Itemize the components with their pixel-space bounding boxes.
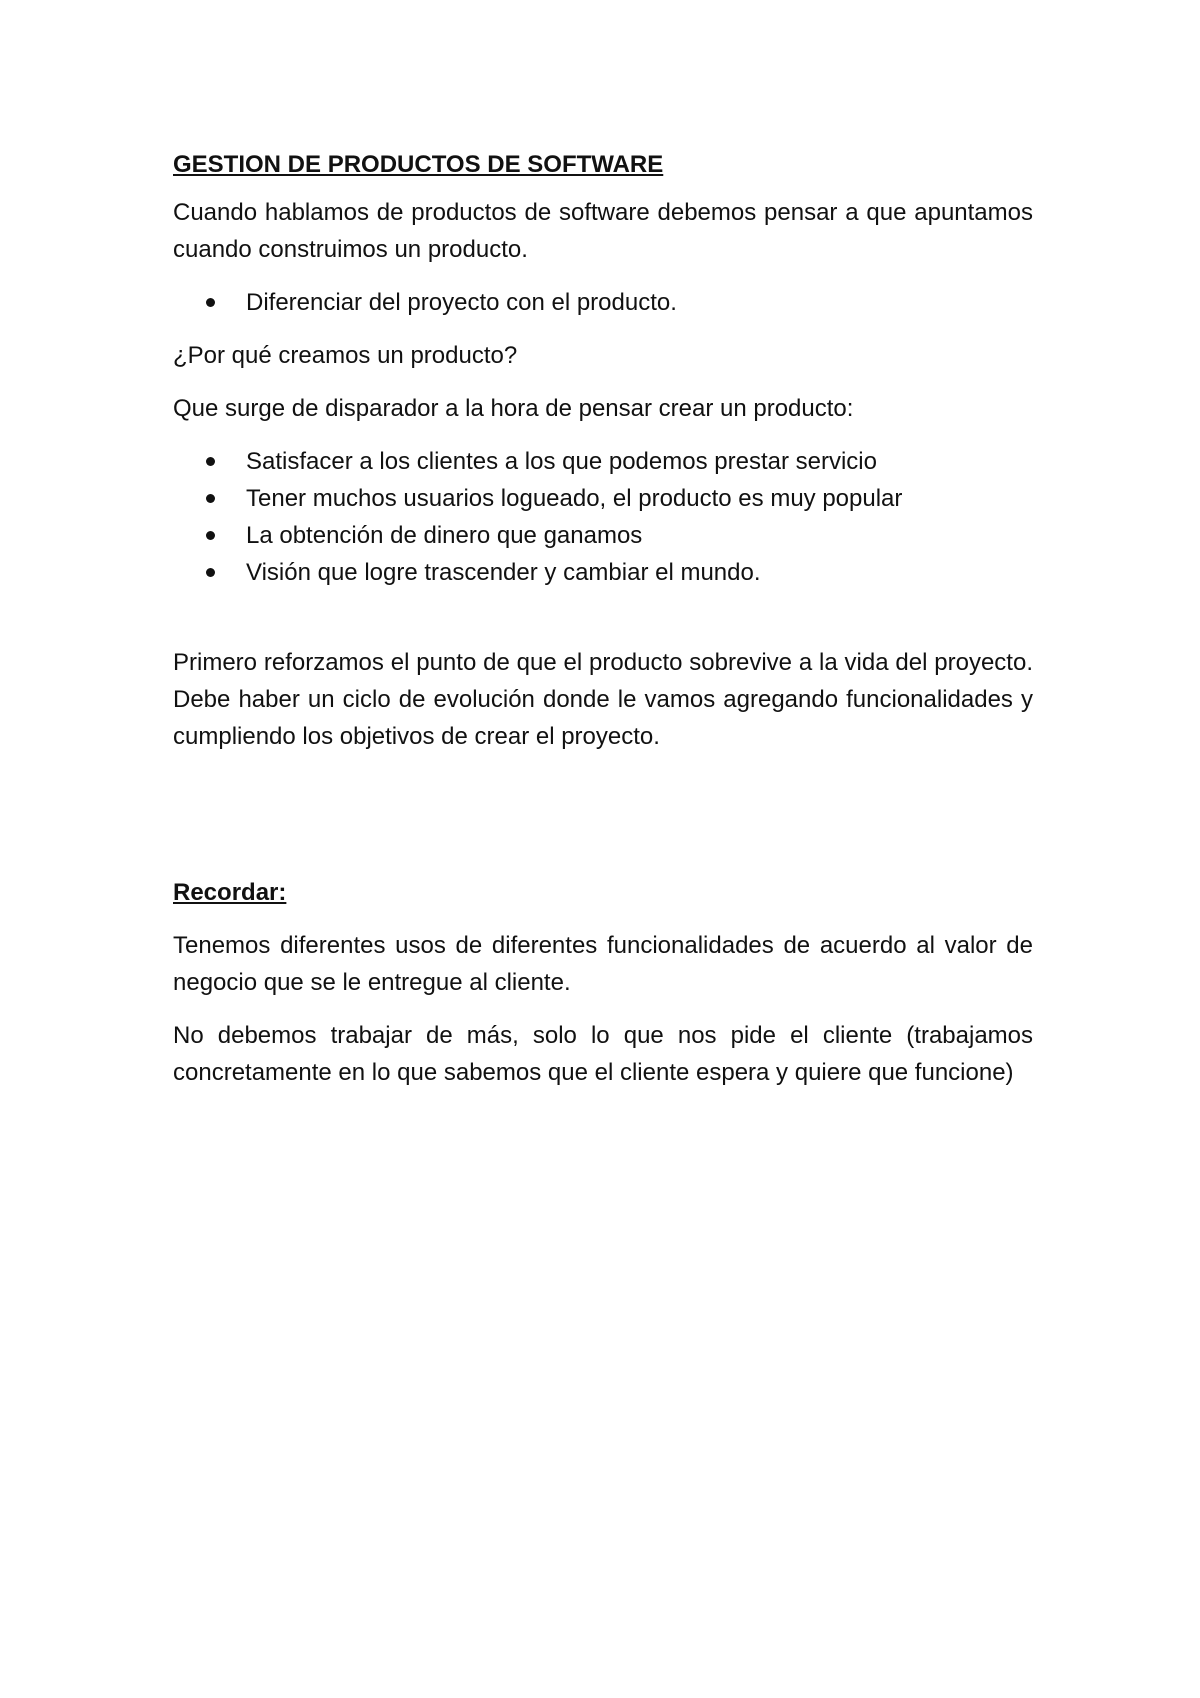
bullet-icon [206,568,215,577]
bullet-icon [206,531,215,540]
list-item [173,554,1033,591]
document-title: GESTION DE PRODUCTOS DE SOFTWARE [173,151,664,178]
list-item [173,284,1033,321]
reminder-heading: Recordar: [173,879,287,906]
bullet-icon [206,494,215,503]
list-item [173,517,1033,554]
bullet-icon [206,457,215,466]
intro-paragraph: Cuando hablamos de productos de software debemos pensar a que apuntamos cuando construimos un producto. [173,199,1033,263]
blank-line [173,607,1033,644]
bullet-icon [206,298,215,307]
bullet-list-reasons [173,443,1033,591]
blank-space [173,771,1033,874]
list-item [173,443,1033,480]
list-item-text: Tener muchos usuarios logueado, el producto es muy popular [246,485,903,512]
list-item-text: Satisfacer a los clientes a los que podemos prestar servicio [246,448,877,475]
list-item-text: Diferenciar del proyecto con el producto. [246,289,677,316]
reinforce-paragraph: Primero reforzamos el punto de que el producto sobrevive a la vida del proyecto. Debe haber un ciclo de evolución donde le vamos agregando funcionalidades y cumpliendo los objetivos de crear el proyecto. [173,649,1033,750]
list-item [173,480,1033,517]
list-item-text: La obtención de dinero que ganamos [246,522,643,549]
reminder-paragraph-1: Tenemos diferentes usos de diferentes funcionalidades de acuerdo al valor de negocio que se le entregue al cliente. [173,932,1033,996]
bullet-list-project [173,284,1033,321]
reminder-paragraph-2: No debemos trabajar de más, solo lo que nos pide el cliente (trabajamos concretamente en lo que sabemos que el cliente espera y quiere que funcione) [173,1022,1033,1086]
trigger-paragraph: Que surge de disparador a la hora de pensar crear un producto: [173,395,854,422]
question-paragraph: ¿Por qué creamos un producto? [173,342,518,369]
list-item-text: Visión que logre trascender y cambiar el mundo. [246,559,761,586]
document-body [173,146,1033,1091]
